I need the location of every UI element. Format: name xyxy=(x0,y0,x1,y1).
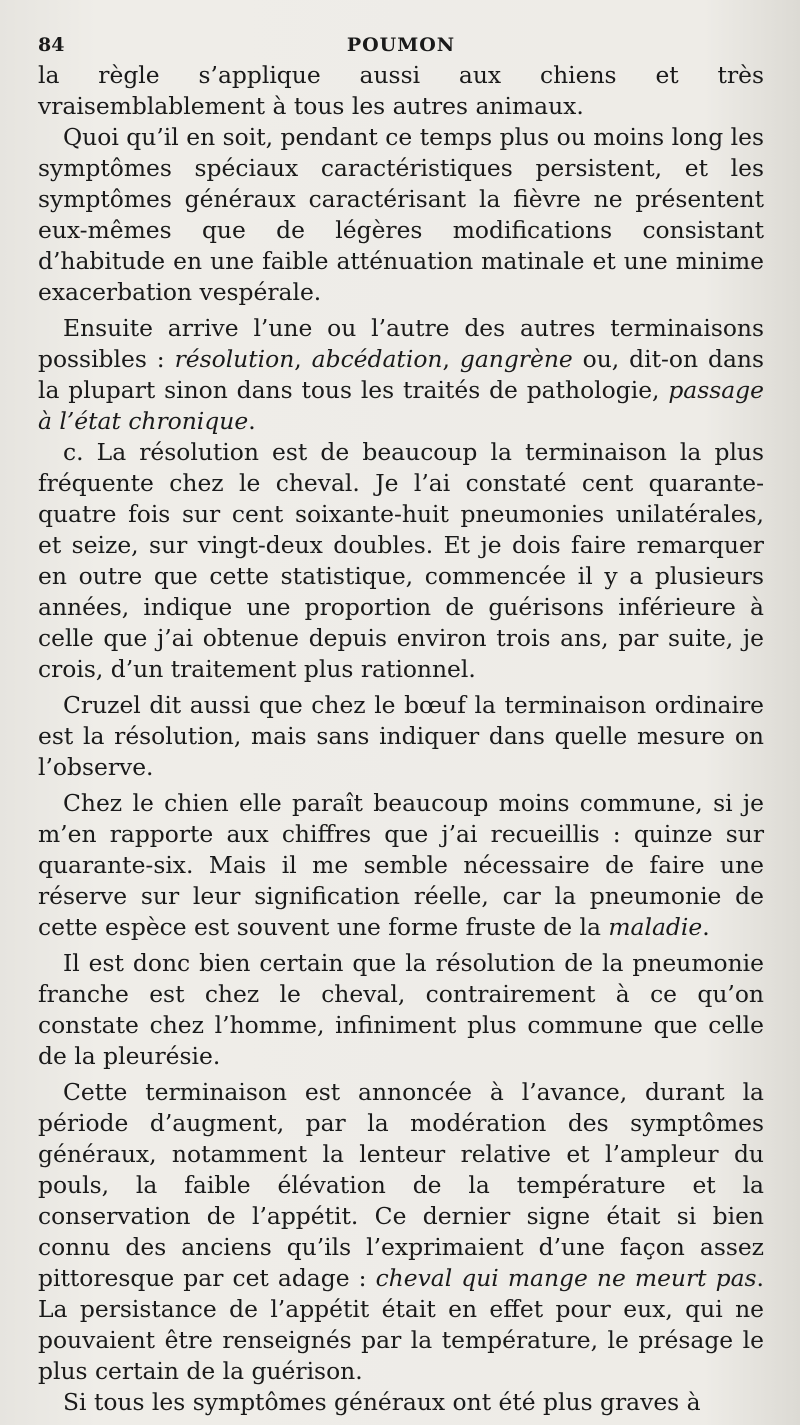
italic-text: passage à l’état chronique xyxy=(38,376,764,435)
page-number: 84 xyxy=(38,34,65,56)
italic-text: maladie xyxy=(608,913,703,941)
italic-text: gangrène xyxy=(459,345,573,373)
paragraph xyxy=(38,1077,764,1387)
text-run: Chez le chien elle paraît beaucoup moins commune, si je m’en rapporte aux chiffres que j’ai recueillis : quinze sur quarante-six. Mais il me semble nécessaire de faire une réserve sur leur signification réelle, car la pneumonie de cette espèce est souvent une forme fruste de la xyxy=(38,789,764,941)
text-run: c. La résolution est de beaucoup la terminaison la plus fréquente chez le cheval. Je l’ai constaté cent quarante-quatre fois sur cent soixante-huit pneumonies unilatérales, et seize, sur vingt-deux doubles. Et je dois faire remarquer en outre que cette statistique, commencée il y a plusieurs années, indique une proportion de guérisons inférieure à celle que j’ai obtenue depuis environ trois ans, par suite, je crois, d’un traitement plus rationnel. xyxy=(38,438,764,683)
text-run: la règle s’applique aussi aux chiens et très vraisemblablement à tous les autres animaux. xyxy=(38,61,764,120)
italic-text: résolution xyxy=(174,345,295,373)
text-run: , xyxy=(294,345,312,373)
text-run: Si tous les symptômes généraux ont été plus graves à xyxy=(63,1388,701,1416)
paragraph xyxy=(38,313,764,437)
text-run: Il est donc bien certain que la résolution de la pneumonie franche est chez le cheval, contrairement à ce qu’on constate chez l’homme, infiniment plus commune que celle de la pleurésie. xyxy=(38,949,764,1070)
italic-text: cheval qui mange ne meurt pas xyxy=(375,1264,757,1292)
text-run: . xyxy=(702,913,710,941)
text-run: , xyxy=(442,345,460,373)
italic-text: abcédation xyxy=(311,345,443,373)
text-run: Cette terminaison est annoncée à l’avance, durant la période d’augment, par la modération des symptômes généraux, notamment la lenteur relative et l’ampleur du pouls, la faible élévation de la température et la conservation de l’appétit. Ce dernier signe était si bien connu des anciens qu’ils l’exprimaient d’une façon assez pittoresque par cet adage : xyxy=(38,1078,764,1292)
running-head: POUMON xyxy=(346,34,456,56)
body-text xyxy=(38,60,764,1418)
text-run: Ensuite arrive l’une ou l’autre des autres terminaisons possibles : xyxy=(38,314,764,373)
text-run: . La persistance de l’appétit était en effet pour eux, qui ne pouvaient être renseignés par la température, le présage le plus certain de la guérison. xyxy=(38,1264,764,1385)
paragraph xyxy=(38,60,764,122)
paragraph xyxy=(38,437,764,685)
paragraph xyxy=(38,122,764,308)
paragraph xyxy=(38,948,764,1072)
page-header xyxy=(38,0,764,60)
text-run: Cruzel dit aussi que chez le bœuf la terminaison ordinaire est la résolution, mais sans indiquer dans quelle mesure on l’observe. xyxy=(38,691,764,781)
paragraph xyxy=(38,788,764,943)
paragraph xyxy=(38,1387,764,1418)
text-run: ou, dit-on dans la plupart sinon dans tous les traités de pathologie, xyxy=(38,345,764,404)
text-run: . xyxy=(248,407,256,435)
text-run: Quoi qu’il en soit, pendant ce temps plus ou moins long les symptômes spéciaux caractéristiques persistent, et les symptômes généraux caractérisant la fièvre ne présentent eux-mêmes que de légères modifications consistant d’habitude en une faible atténuation matinale et une minime exacerbation vespérale. xyxy=(38,123,764,306)
paragraph xyxy=(38,690,764,783)
